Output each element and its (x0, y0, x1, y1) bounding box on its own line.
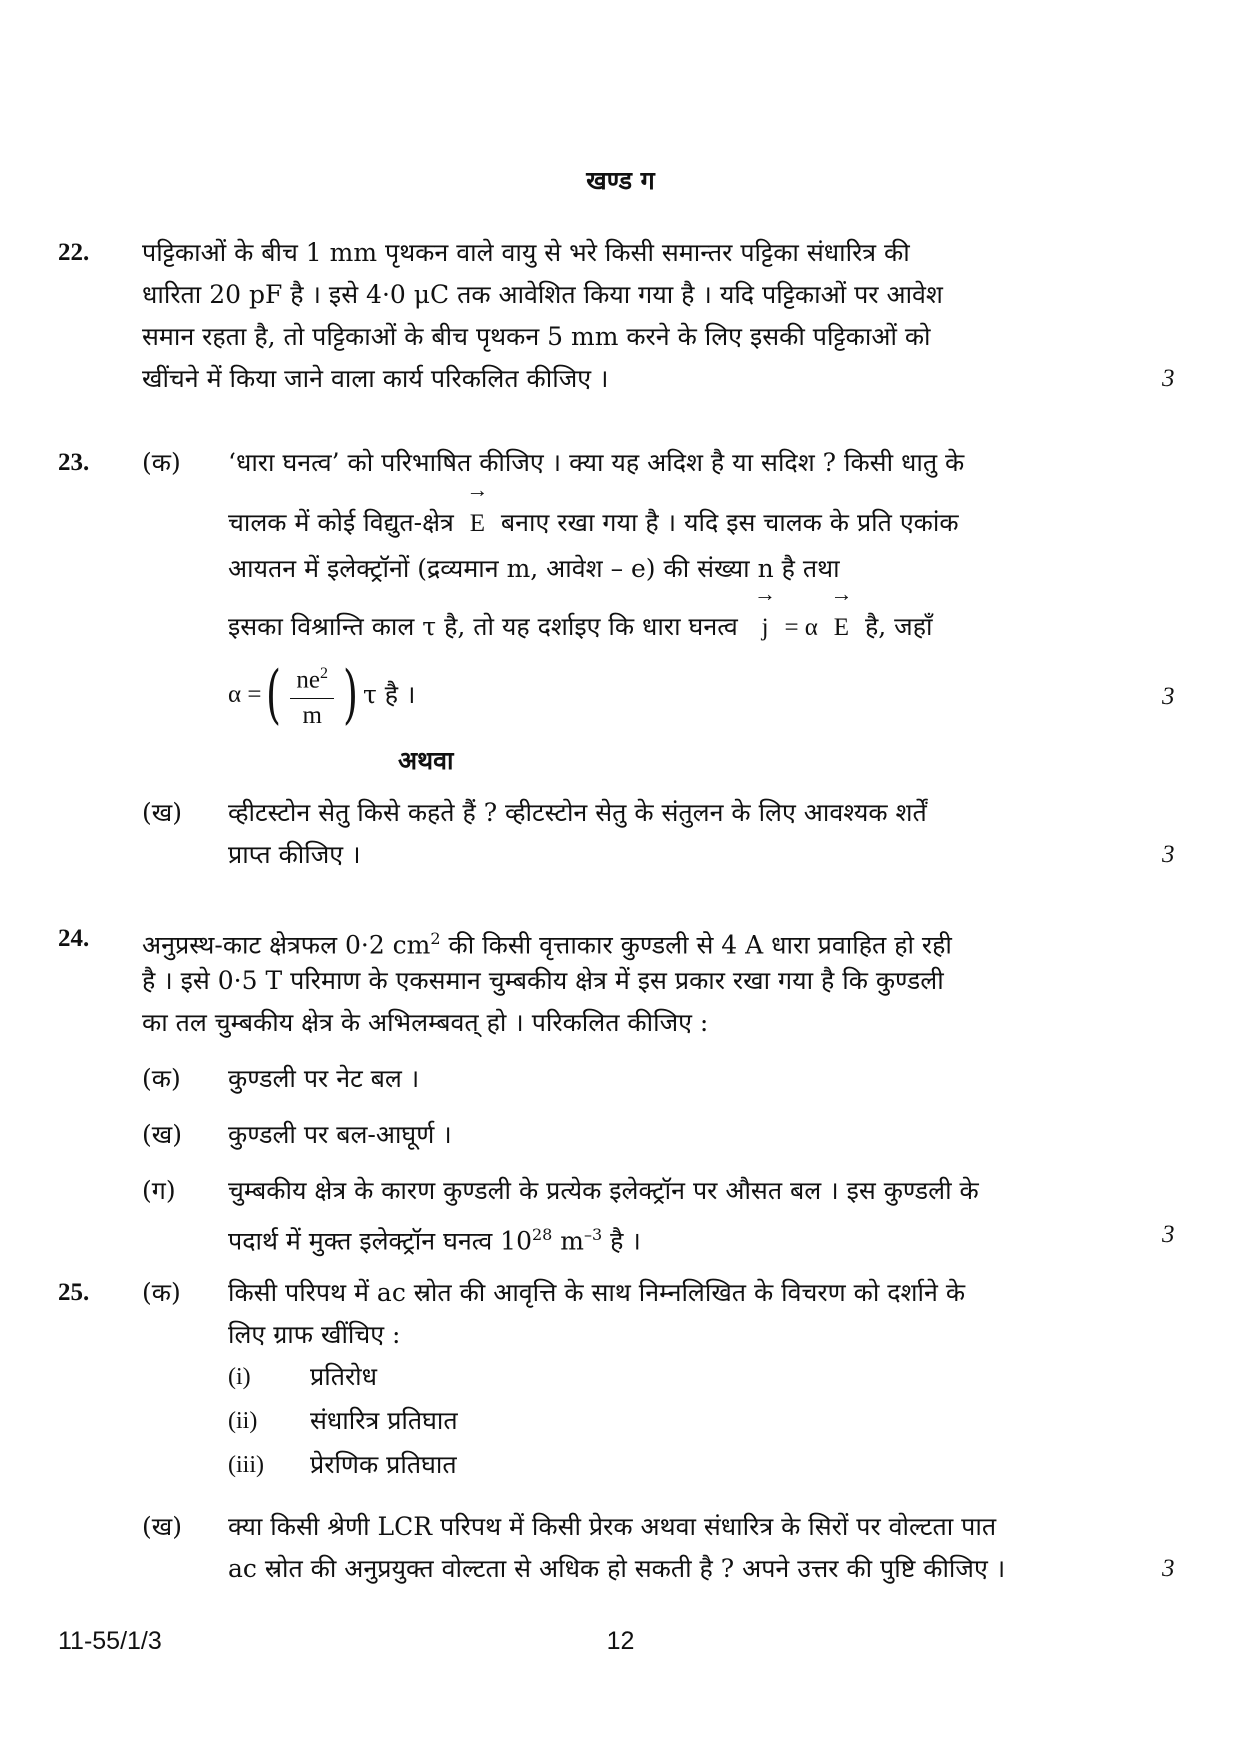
q22-marks: 3 (1162, 365, 1175, 392)
q24-line1-post: की किसी वृत्ताकार कुण्डली से 4 A धारा प्रवाहित हो रही (440, 930, 952, 960)
q25-item-text: प्रेरणिक प्रतिघात (310, 1450, 457, 1479)
q23-b-text (228, 792, 1143, 876)
q22-number: 22. (58, 239, 90, 266)
vector-e: → E (470, 503, 485, 545)
q25-b-text (228, 1506, 1143, 1590)
q23-b-line: व्हीटस्टोन सेतु किसे कहते हैं ? व्हीटस्टोन सेतु के संतुलन के लिए आवश्यक शर्तें (228, 798, 927, 827)
q22-line: पट्टिकाओं के बीच 1 mm पृथकन वाले वायु से भरे किसी समान्तर पट्टिका संधारित्र की (142, 238, 910, 267)
q25-a-text (228, 1272, 1143, 1356)
q25-item-num: (ii) (228, 1408, 258, 1434)
formula-lhs: α = (228, 681, 262, 708)
q23-a-line3: आयतन में इलेक्ट्रॉनों (द्रव्यमान m, आवेश – e) की संख्या n है तथा (228, 554, 840, 583)
q24-c-line2-pre: पदार्थ में मुक्त इलेक्ट्रॉन घनत्व 10 (228, 1226, 532, 1256)
vector-j: → j (762, 607, 769, 649)
q25-item-num: (iii) (228, 1452, 264, 1478)
q25-b-line: ac स्रोत की अनुप्रयुक्त वोल्टता से अधिक हो सकती है ? अपने उत्तर की पुष्टि कीजिए । (228, 1554, 1006, 1583)
q23-b-label: (ख) (142, 798, 182, 827)
q23-a-line2-post: बनाए रखा गया है । यदि इस चालक के प्रति एकांक (500, 508, 959, 537)
q22-line: धारिता 20 pF है । इसे 4·0 μC तक आवेशित किया गया है । यदि पट्टिकाओं पर आवेश (142, 280, 943, 309)
q22-line: खींचने में किया जाने वाला कार्य परिकलित कीजिए । (142, 364, 609, 393)
q23-a-line4-pre: इसका विश्रान्ति काल τ है, तो यह दर्शाइए कि धारा घनत्व (228, 612, 738, 641)
q24-number: 24. (58, 925, 90, 952)
q25-number: 25. (58, 1279, 90, 1306)
q24-a-text: कुण्डली पर नेट बल । (228, 1064, 420, 1093)
q23-a-marks: 3 (1162, 683, 1175, 710)
vector-e: → E (834, 607, 849, 649)
q24-b-label: (ख) (142, 1120, 182, 1149)
q25-item-text: संधारित्र प्रतिघात (310, 1406, 458, 1435)
q25-item-text: प्रतिरोध (310, 1362, 378, 1391)
q24-a-label: (क) (142, 1064, 181, 1093)
q25-b-marks: 3 (1162, 1555, 1175, 1582)
q24-c-label: (ग) (142, 1176, 176, 1205)
q23-a-line4 (228, 606, 1143, 649)
q25-b-label: (ख) (142, 1512, 182, 1541)
q23-a-line4-post: है, जहाँ (864, 612, 933, 641)
q25-item-num: (i) (228, 1364, 251, 1390)
formula-num-sup: 2 (320, 665, 329, 683)
q22-text (142, 232, 1142, 400)
q23-a-label: (क) (142, 448, 181, 477)
q23-a-line2-pre: चालक में कोई विद्युत-क्षेत्र (228, 508, 454, 537)
q23-formula (228, 655, 415, 735)
q23-b-marks: 3 (1162, 841, 1175, 868)
q24-c-sup1: 28 (532, 1225, 553, 1244)
q23-a-line2 (228, 502, 1143, 545)
formula-denominator: m (302, 701, 322, 729)
q24-line1-pre: अनुप्रस्थ-काट क्षेत्रफल 0·2 cm (142, 930, 431, 960)
q25-a-label: (क) (142, 1278, 181, 1307)
formula-numerator (290, 657, 334, 698)
q24-c-line2-post: है । (602, 1226, 641, 1256)
q23-number: 23. (58, 449, 90, 476)
q25-b-line: क्या किसी श्रेणी LCR परिपथ में किसी प्रेरक अथवा संधारित्र के सिरों पर वोल्टता पात (228, 1512, 997, 1541)
q24-line2: है । इसे 0·5 T परिमाण के एकसमान चुम्बकीय क्षेत्र में इस प्रकार रखा गया है कि कुण्डली (142, 966, 944, 995)
footer-code: 11-55/1/3 (58, 1627, 162, 1655)
q22-line: समान रहता है, तो पट्टिकाओं के बीच पृथकन 5 mm करने के लिए इसकी पट्टिकाओं को (142, 322, 931, 351)
q24-b-text: कुण्डली पर बल-आघूर्ण । (228, 1120, 452, 1149)
or-label: अथवा (398, 746, 454, 775)
paren-open: ( (266, 658, 282, 732)
q24-c-sup2: –3 (584, 1225, 603, 1244)
q24-c-line1: चुम्बकीय क्षेत्र के कारण कुण्डली के प्रत्येक इलेक्ट्रॉन पर औसत बल । इस कुण्डली के (228, 1176, 979, 1205)
formula-num-text: ne (296, 666, 321, 694)
q24-line3: का तल चुम्बकीय क्षेत्र के अभिलम्बवत् हो । परिकलित कीजिए : (142, 1008, 709, 1037)
q25-a-line: किसी परिपथ में ac स्रोत की आवृत्ति के साथ निम्नलिखित के विचरण को दर्शाने के (228, 1278, 966, 1307)
section-title: खण्ड ग (586, 166, 655, 195)
formula-fraction (290, 657, 334, 732)
formula-post: τ है । (363, 680, 416, 709)
q24-c-line2 (228, 1214, 1143, 1262)
paren-close: ) (343, 658, 359, 732)
q23-a-line1: ‘धारा घनत्व’ को परिभाषित कीजिए । क्या यह अदिश है या सदिश ? किसी धातु के (228, 448, 965, 477)
q23-a-line4-mid: = α (784, 614, 818, 641)
q24-line1-sup: 2 (430, 929, 441, 948)
q23-b-line: प्राप्त कीजिए । (228, 840, 361, 869)
q24-c-line2-mid: m (552, 1226, 585, 1256)
q24-marks: 3 (1162, 1221, 1175, 1248)
q25-a-line: लिए ग्राफ खींचिए : (228, 1320, 401, 1349)
footer-page-number: 12 (606, 1627, 635, 1655)
